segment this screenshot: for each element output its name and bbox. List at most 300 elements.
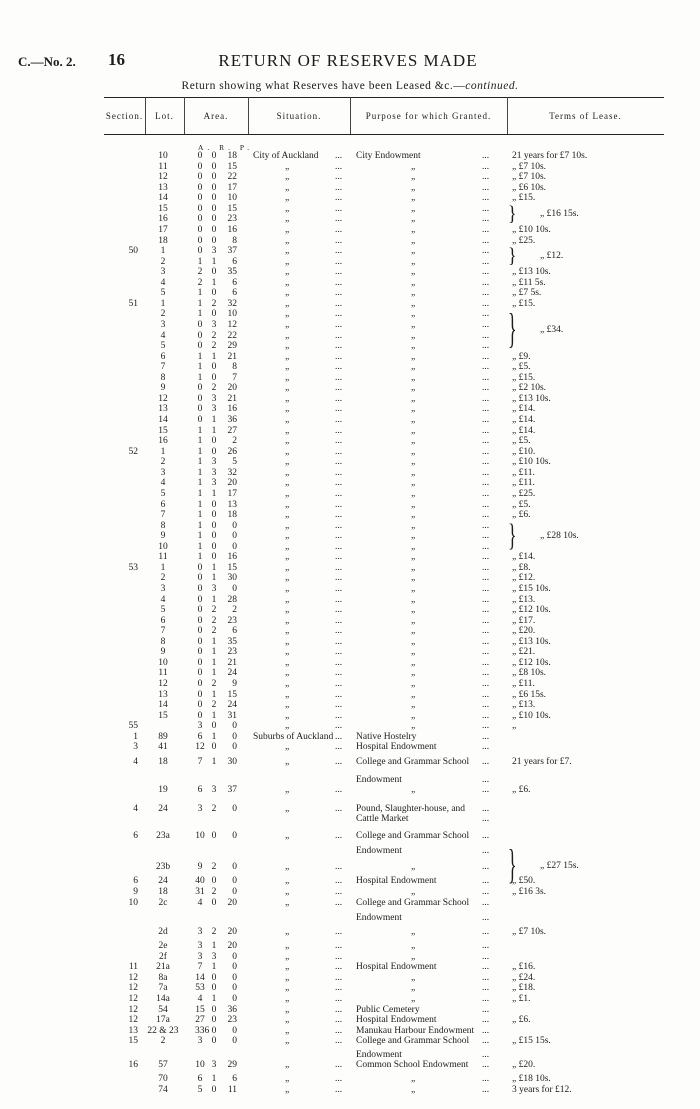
table-row (0, 510, 700, 521)
situation-cell: „ (285, 897, 290, 908)
purpose-cell: „ (411, 785, 416, 795)
situation-cell: „ (285, 383, 290, 394)
leader-dots: ... (335, 478, 343, 489)
term-cell: „ £14. (512, 404, 536, 415)
area-roods-cell: 0 (211, 161, 217, 172)
lot-cell: 23a (156, 830, 170, 841)
area-acres-cell: 0 (197, 668, 203, 679)
column-header-lot: Lot. (155, 111, 174, 121)
area-roods-cell: 0 (211, 446, 217, 457)
situation-cell: „ (285, 1036, 290, 1047)
area-perches-cell: 0 (232, 584, 237, 594)
situation-cell: „ (285, 457, 290, 468)
situation-cell: „ (285, 256, 290, 267)
section-cell: 51 (128, 298, 138, 309)
leader-dots: ... (482, 446, 490, 457)
table-row (0, 876, 700, 887)
lot-cell: 5 (160, 341, 166, 352)
table-row (0, 500, 700, 511)
purpose-cell: „ (411, 467, 416, 478)
situation-cell: „ (285, 785, 290, 795)
lot-cell: 6 (160, 351, 166, 362)
leader-dots: ... (482, 372, 490, 383)
situation-cell: „ (285, 446, 290, 457)
page-number: 16 (108, 50, 125, 69)
leader-dots: ... (335, 689, 343, 700)
purpose-cell: „ (411, 488, 416, 499)
area-roods-cell: 0 (211, 552, 217, 563)
area-acres-cell: 0 (197, 404, 203, 415)
table-row (0, 887, 700, 898)
area-acres-cell: 0 (197, 689, 203, 700)
situation-cell: „ (285, 562, 290, 573)
term-cell: „ £11. (512, 478, 535, 489)
section-cell: 16 (128, 1060, 138, 1071)
column-header-purpose: Purpose for which Granted. (365, 111, 492, 121)
table-row (0, 927, 700, 938)
leader-dots: ... (482, 731, 490, 742)
lot-cell: 4 (160, 594, 166, 605)
area-roods-cell: 1 (211, 994, 217, 1004)
leader-dots: ... (335, 584, 343, 594)
area-roods-cell: 2 (211, 330, 217, 341)
purpose-cell: „ (411, 647, 416, 658)
lot-cell: 10 (158, 657, 168, 668)
area-perches-cell: 23 (227, 615, 237, 626)
area-acres-cell: 0 (197, 415, 203, 425)
area-roods-cell: 1 (211, 277, 217, 288)
section-cell: 12 (128, 1004, 138, 1015)
situation-cell: „ (285, 657, 290, 668)
leader-dots: ... (335, 983, 343, 994)
leader-dots: ... (335, 1073, 343, 1084)
lot-cell: 23b (155, 861, 171, 872)
table-row (0, 352, 700, 363)
term-cell: „ £5. (512, 499, 531, 510)
area-roods-cell: 0 (211, 1004, 217, 1015)
leader-dots: ... (335, 182, 343, 193)
area-acres-cell: 9 (197, 861, 203, 872)
table-row (0, 383, 700, 394)
area-perches-cell: 6 (232, 256, 237, 267)
area-acres-cell: 0 (197, 161, 203, 172)
situation-cell: „ (285, 668, 290, 679)
leader-dots: ... (335, 1004, 343, 1015)
area-roods-cell: 3 (211, 320, 217, 330)
area-roods-cell: 1 (211, 351, 217, 362)
leader-dots: ... (335, 288, 343, 299)
leader-dots: ... (482, 425, 490, 436)
purpose-cell: Hospital Endowment (356, 742, 437, 753)
lot-cell: 1 (160, 298, 166, 309)
table-row (0, 341, 700, 352)
area-perches-cell: 31 (227, 710, 237, 721)
purpose-cell: „ (411, 668, 416, 679)
term-cell: „ £15 10s. (512, 584, 551, 594)
area-acres-cell: 1 (197, 478, 203, 489)
table-row (0, 193, 700, 204)
lot-cell: 41 (158, 742, 168, 753)
situation-cell: „ (285, 246, 290, 256)
leader-dots: ... (482, 351, 490, 362)
purpose-cell: College and Grammar School (356, 1036, 470, 1047)
table-row (0, 962, 700, 973)
area-perches-cell: 20 (227, 941, 237, 952)
term-cell: „ £14. (512, 552, 536, 563)
purpose-cell: „ (411, 298, 416, 309)
leader-dots: ... (335, 636, 343, 647)
area-perches-cell: 37 (227, 785, 237, 795)
area-perches-cell: 29 (227, 341, 237, 352)
area-acres-cell: 0 (197, 341, 203, 352)
purpose-cell: Hospital Endowment (356, 876, 437, 887)
leader-dots: ... (482, 1036, 490, 1047)
area-perches-cell: 16 (227, 224, 237, 235)
area-acres-cell: 0 (197, 605, 203, 616)
lot-cell: 11 (158, 668, 168, 679)
area-acres-cell: 0 (197, 679, 203, 689)
leader-dots: ... (482, 256, 490, 267)
purpose-cell: „ (411, 531, 416, 542)
table-row (0, 426, 700, 437)
situation-cell: „ (285, 742, 290, 753)
area-perches-cell: 20 (227, 897, 237, 908)
area-roods-cell: 0 (211, 1036, 217, 1047)
lot-cell: 1 (160, 446, 166, 457)
page-title: RETURN OF RESERVES MADE (218, 51, 478, 70)
situation-cell: „ (285, 941, 290, 952)
area-acres-cell: 1 (197, 425, 203, 436)
lot-cell: 7 (160, 362, 166, 373)
situation-cell: „ (285, 499, 290, 510)
lot-cell: 15 (158, 425, 168, 436)
leader-dots: ... (482, 330, 490, 341)
leader-dots: ... (335, 887, 343, 897)
lot-cell: 6 (160, 499, 166, 510)
area-perches-cell: 0 (232, 721, 237, 732)
leader-dots: ... (482, 383, 490, 394)
table-row (0, 1085, 700, 1096)
table-row (0, 552, 700, 563)
term-cell: „ £18 10s. (512, 1073, 551, 1084)
area-acres-cell: 0 (197, 393, 203, 404)
term-cell: „ £8. (512, 562, 531, 573)
purpose-cell: Hospital Endowment (356, 1015, 437, 1026)
area-perches-cell: 36 (227, 415, 237, 425)
area-perches-cell: 20 (227, 478, 237, 489)
section-cell: 4 (133, 756, 138, 767)
area-roods-cell: 1 (211, 1073, 217, 1084)
leader-dots: ... (482, 785, 490, 795)
lot-cell: 7a (158, 983, 168, 994)
lot-cell: 1 (160, 246, 166, 256)
term-cell: „ £8 10s. (512, 668, 547, 679)
leader-dots: ... (335, 679, 343, 689)
area-roods-cell: 0 (211, 193, 217, 204)
leader-dots: ... (335, 803, 343, 814)
leader-dots: ... (482, 897, 490, 908)
purpose-cell: „ (411, 573, 416, 584)
situation-cell: „ (285, 436, 290, 447)
table-row (0, 183, 700, 194)
bracketed-term: „ £34. (540, 324, 564, 335)
section-cell: 53 (128, 562, 138, 573)
area-perches-cell: 10 (227, 309, 237, 320)
area-perches-cell: 8 (232, 235, 237, 246)
table-row (0, 225, 700, 236)
area-acres-cell: 0 (197, 710, 203, 721)
term-cell: „ £13. (512, 700, 536, 711)
table-row (0, 478, 700, 489)
area-roods-cell: 1 (211, 756, 217, 767)
leader-dots: ... (482, 151, 490, 161)
area-perches-cell: 8 (232, 362, 237, 373)
leader-dots: ... (482, 277, 490, 288)
leader-dots: ... (482, 803, 490, 814)
purpose-cell: „ (411, 510, 416, 520)
table-row (0, 373, 700, 384)
purpose-cell: „ (411, 710, 416, 721)
situation-cell: „ (285, 541, 290, 552)
area-roods-cell: 0 (211, 983, 217, 994)
table-row (0, 1026, 700, 1037)
leader-dots: ... (482, 467, 490, 478)
purpose-cell: „ (411, 277, 416, 288)
leader-dots: ... (335, 1025, 343, 1036)
area-perches-cell: 0 (232, 520, 237, 531)
leader-dots: ... (335, 309, 343, 320)
leader-dots: ... (482, 626, 490, 637)
table-row (0, 309, 700, 320)
situation-cell: „ (285, 605, 290, 616)
bracketed-term: „ £27 15s. (540, 860, 579, 871)
leader-dots: ... (482, 951, 490, 962)
purpose-cell: „ (411, 520, 416, 531)
area-perches-cell: 0 (232, 887, 237, 897)
area-roods-cell: 3 (211, 393, 217, 404)
lot-cell: 13 (158, 182, 168, 193)
situation-cell: „ (285, 277, 290, 288)
purpose-cell: „ (411, 605, 416, 616)
lot-cell: 7 (160, 510, 166, 520)
area-acres-cell: 40 (195, 876, 205, 887)
area-perches-cell: 0 (232, 1036, 237, 1047)
term-cell: „ £7 10s. (512, 161, 547, 172)
subtitle-continued: continued. (465, 80, 519, 92)
section-cell: 12 (128, 994, 138, 1004)
purpose-cell: „ (411, 689, 416, 700)
leader-dots: ... (335, 267, 343, 278)
lot-cell: 54 (158, 1004, 168, 1015)
purpose-cell: „ (411, 657, 416, 668)
situation-cell: „ (285, 1025, 290, 1036)
area-perches-cell: 0 (232, 1025, 237, 1036)
leader-dots: ... (482, 1073, 490, 1084)
lot-cell: 19 (158, 785, 168, 795)
leader-dots: ... (335, 626, 343, 637)
leader-dots: ... (482, 1015, 490, 1026)
lot-cell: 13 (158, 404, 168, 415)
table-row (0, 162, 700, 173)
leader-dots: ... (335, 972, 343, 983)
situation-cell: „ (285, 467, 290, 478)
term-cell: „ £5. (512, 362, 531, 373)
area-roods-cell: 1 (211, 710, 217, 721)
lot-cell: 2c (158, 897, 168, 908)
table-row (0, 913, 700, 924)
leader-dots: ... (482, 689, 490, 700)
area-perches-cell: 16 (227, 404, 237, 415)
area-roods-cell: 0 (211, 1015, 217, 1026)
leader-dots: ... (482, 887, 490, 897)
table-row (0, 172, 700, 183)
area-roods-cell: 1 (211, 647, 217, 658)
area-acres-cell: 53 (195, 983, 205, 994)
area-perches-cell: 0 (232, 830, 237, 841)
leader-dots: ... (482, 668, 490, 679)
area-acres-cell: 1 (197, 288, 203, 299)
leader-dots: ... (482, 647, 490, 658)
area-roods-cell: 3 (211, 478, 217, 489)
table-row (0, 804, 700, 815)
area-roods-cell: 0 (211, 742, 217, 753)
section-cell: 6 (133, 876, 138, 887)
area-perches-cell: 32 (227, 298, 237, 309)
situation-cell: „ (285, 803, 290, 814)
lot-cell: 2 (160, 256, 166, 267)
table-row (0, 447, 700, 458)
leader-dots: ... (482, 573, 490, 584)
area-acres-cell: 1 (197, 457, 203, 468)
lot-cell: 12 (158, 679, 168, 689)
lot-cell: 9 (160, 647, 166, 658)
leader-dots: ... (335, 446, 343, 457)
term-cell: „ £15. (512, 372, 536, 383)
leader-dots: ... (335, 926, 343, 937)
lot-cell: 16 (158, 436, 168, 447)
purpose-cell: „ (411, 994, 416, 1004)
area-perches-cell: 0 (232, 951, 237, 962)
term-cell: „ £11. (512, 679, 535, 689)
area-acres-cell: 1 (197, 499, 203, 510)
leader-dots: ... (482, 499, 490, 510)
situation-cell: „ (285, 214, 290, 225)
lot-cell: 14 (158, 700, 168, 711)
leader-dots: ... (335, 1015, 343, 1026)
table-row (0, 846, 700, 857)
purpose-cell: „ (411, 203, 416, 214)
bracketed-term: „ £28 10s. (540, 530, 579, 541)
area-acres-cell: 1 (197, 467, 203, 478)
leader-dots: ... (335, 785, 343, 795)
area-acres-cell: 31 (195, 887, 205, 897)
situation-cell: „ (285, 182, 290, 193)
area-acres-cell: 12 (195, 742, 205, 753)
area-roods-cell: 1 (211, 594, 217, 605)
leader-dots: ... (335, 657, 343, 668)
purpose-cell: „ (411, 887, 416, 897)
purpose-cell: „ (411, 941, 416, 952)
lot-cell: 2 (160, 1036, 166, 1047)
area-roods-cell: 0 (211, 288, 217, 299)
purpose-cell: „ (411, 541, 416, 552)
area-acres-cell: 0 (197, 172, 203, 183)
term-cell: „ £1. (512, 994, 531, 1004)
area-roods-cell: 3 (211, 246, 217, 256)
area-perches-cell: 23 (227, 647, 237, 658)
leader-dots: ... (335, 203, 343, 214)
leader-dots: ... (335, 700, 343, 711)
lot-cell: 70 (158, 1073, 168, 1084)
lot-cell: 1 (160, 562, 166, 573)
table-row (0, 690, 700, 701)
leader-dots: ... (335, 151, 343, 161)
area-roods-cell: 0 (211, 1084, 217, 1095)
area-acres-cell: 0 (197, 151, 203, 161)
area-roods-cell: 1 (211, 425, 217, 436)
area-roods-cell: 1 (211, 562, 217, 573)
table-row (0, 1036, 700, 1047)
situation-cell: „ (285, 962, 290, 973)
area-acres-cell: 1 (197, 351, 203, 362)
area-perches-cell: 0 (232, 983, 237, 994)
situation-cell: „ (285, 203, 290, 214)
area-perches-cell: 0 (232, 531, 237, 542)
leader-dots: ... (335, 372, 343, 383)
lot-cell: 5 (160, 605, 166, 616)
purpose-cell: „ (411, 256, 416, 267)
leader-dots: ... (482, 941, 490, 952)
area-perches-cell: 35 (227, 636, 237, 647)
area-perches-cell: 26 (227, 446, 237, 457)
area-roods-cell: 2 (211, 383, 217, 394)
term-cell: „ £12 10s. (512, 657, 551, 668)
purpose-cell: Cattle Market (356, 814, 409, 825)
term-cell: „ £2 10s. (512, 383, 547, 394)
area-roods-cell: 1 (211, 962, 217, 973)
leader-dots: ... (335, 1060, 343, 1071)
leader-dots: ... (482, 710, 490, 721)
situation-cell: „ (285, 636, 290, 647)
lot-cell: 74 (158, 1084, 168, 1095)
area-acres-cell: 1 (197, 531, 203, 542)
leader-dots: ... (482, 457, 490, 468)
term-cell: „ £18. (512, 983, 536, 994)
leader-dots: ... (335, 393, 343, 404)
area-acres-cell: 4 (197, 897, 203, 908)
area-perches-cell: 36 (227, 1004, 237, 1015)
section-cell: 3 (133, 742, 138, 753)
situation-cell: „ (285, 362, 290, 373)
purpose-cell: Pound, Slaughter-house, and (356, 803, 466, 814)
area-acres-cell: 3 (197, 803, 203, 814)
purpose-cell: „ (411, 193, 416, 204)
leader-dots: ... (482, 1084, 490, 1095)
area-acres-cell: 2 (197, 277, 203, 288)
situation-cell: „ (285, 372, 290, 383)
area-acres-cell: 1 (197, 541, 203, 552)
area-roods-cell: 1 (211, 256, 217, 267)
leader-dots: ... (482, 552, 490, 563)
purpose-cell: „ (411, 615, 416, 626)
situation-cell: „ (285, 320, 290, 330)
area-acres-cell: 6 (197, 1073, 203, 1084)
area-acres-cell: 3 (197, 941, 203, 952)
leader-dots: ... (335, 457, 343, 468)
situation-cell: „ (285, 573, 290, 584)
column-header-terms: Terms of Lease. (549, 111, 622, 121)
purpose-cell: „ (411, 499, 416, 510)
